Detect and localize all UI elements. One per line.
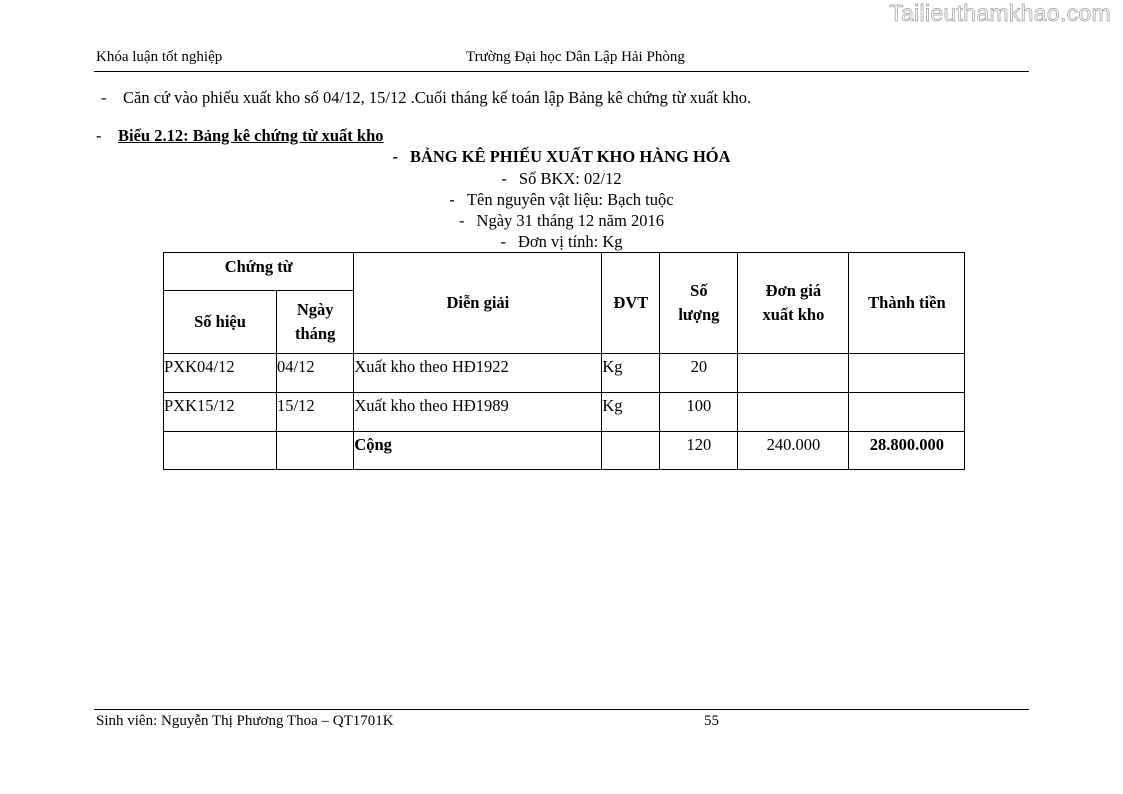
- header-unit-price: Đơn giá xuất kho: [738, 253, 849, 354]
- cell-voucher-no: PXK04/12: [164, 354, 277, 393]
- header-quantity-text: Số lượng: [678, 281, 720, 324]
- intro-text: Căn cứ vào phiếu xuất kho số 04/12, 15/12 .Cuối tháng kế toán lập Bảng kê chứng từ xuất kho.: [123, 88, 752, 107]
- cell-voucher-date: 04/12: [277, 354, 354, 393]
- intro-paragraph: [101, 88, 751, 108]
- cell-description: Xuất kho theo HĐ1922: [354, 354, 602, 393]
- bullet-dash: -: [392, 147, 398, 166]
- cell-empty: [164, 432, 277, 470]
- cell-amount: [849, 354, 965, 393]
- page-number: 55: [704, 713, 719, 729]
- table-row: [164, 393, 965, 432]
- cell-amount: [849, 393, 965, 432]
- cell-total-quantity: 120: [660, 432, 738, 470]
- cell-quantity: 100: [660, 393, 738, 432]
- bullet-dash: -: [501, 169, 507, 188]
- cell-voucher-date: 15/12: [277, 393, 354, 432]
- report-date-text: Ngày 31 tháng 12 năm 2016: [476, 211, 664, 230]
- cell-total-label: Cộng: [354, 432, 602, 470]
- footer-student: Sinh viên: Nguyễn Thị Phương Thoa – QT1701K: [96, 713, 394, 729]
- bullet-dash: -: [96, 126, 102, 145]
- cell-unit-price: [738, 393, 849, 432]
- report-title: [0, 146, 1123, 167]
- header-amount: Thành tiền: [849, 253, 965, 354]
- header-description: Diễn giải: [354, 253, 602, 354]
- export-voucher-table: [163, 252, 965, 470]
- report-date: [0, 210, 1123, 231]
- report-material: [0, 189, 1123, 210]
- watermark-text: Tailieuthamkhao.com: [889, 0, 1111, 26]
- bullet-dash: -: [500, 232, 506, 251]
- report-material-text: Tên nguyên vật liệu: Bạch tuộc: [466, 190, 674, 209]
- cell-unit: Kg: [602, 393, 660, 432]
- header-voucher-no: Số hiệu: [164, 291, 277, 354]
- cell-unit: Kg: [602, 354, 660, 393]
- cell-quantity: 20: [660, 354, 738, 393]
- table-header-row: [164, 253, 965, 291]
- table-row: [164, 354, 965, 393]
- caption-text: Biểu 2.12: Bảng kê chứng từ xuất kho: [118, 126, 384, 145]
- report-unit-text: Đơn vị tính: Kg: [517, 232, 623, 251]
- header-rule: [94, 71, 1029, 72]
- cell-empty: [602, 432, 660, 470]
- footer-rule: [94, 709, 1029, 710]
- cell-voucher-no: PXK15/12: [164, 393, 277, 432]
- header-unit: ĐVT: [602, 253, 660, 354]
- bullet-dash: -: [449, 190, 455, 209]
- header-thesis-label: Khóa luận tốt nghiệp: [96, 49, 223, 65]
- bullet-dash: -: [101, 88, 107, 107]
- table-caption: [96, 126, 384, 146]
- cell-description: Xuất kho theo HĐ1989: [354, 393, 602, 432]
- header-voucher: Chứng từ: [164, 253, 354, 291]
- bullet-dash: -: [459, 211, 465, 230]
- report-number: [0, 168, 1123, 189]
- table-total-row: [164, 432, 965, 470]
- report-title-text: BẢNG KÊ PHIẾU XUẤT KHO HÀNG HÓA: [409, 147, 731, 166]
- report-unit: [0, 231, 1123, 252]
- cell-total-amount: 28.800.000: [849, 432, 965, 470]
- report-number-text: Số BKX: 02/12: [518, 169, 622, 188]
- cell-total-unit-price: 240.000: [738, 432, 849, 470]
- cell-unit-price: [738, 354, 849, 393]
- header-quantity: [660, 253, 738, 354]
- header-university: Trường Đại học Dân Lập Hải Phòng: [466, 49, 685, 65]
- cell-empty: [277, 432, 354, 470]
- header-voucher-date: Ngày tháng: [277, 291, 354, 354]
